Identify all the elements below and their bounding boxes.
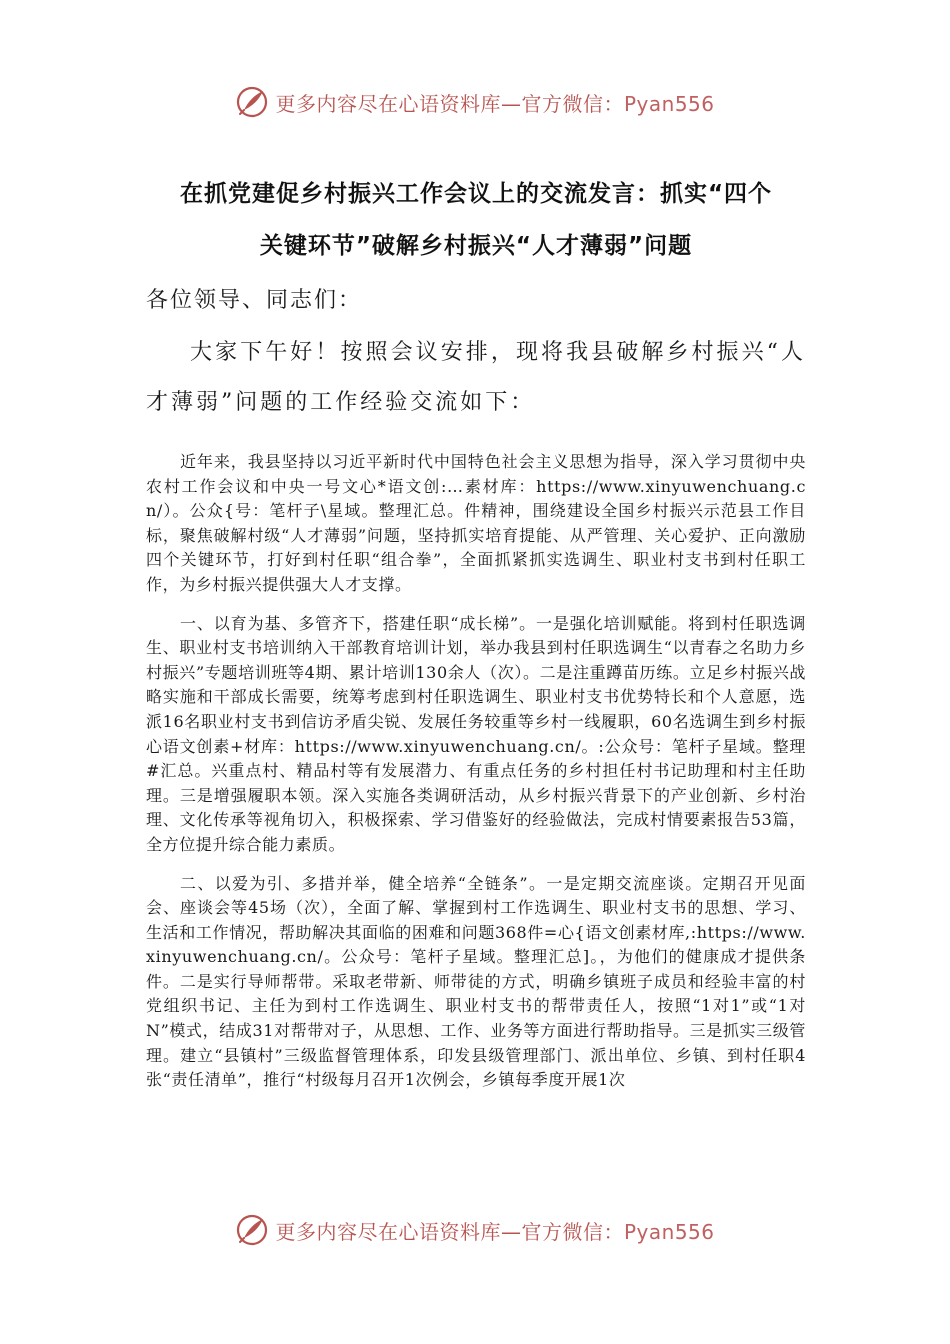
footer-watermark-text: 更多内容尽在心语资料库—官方微信：Pyan556 [275, 1219, 715, 1244]
quill-logo-icon [235, 85, 269, 119]
footer-watermark-banner [0, 1210, 950, 1250]
header-watermark-text: 更多内容尽在心语资料库—官方微信：Pyan556 [275, 91, 715, 116]
salutation: 各位领导、同志们： [146, 288, 363, 313]
body-paragraph-section-2: 二、以爱为引、多措并举，健全培养“全链条”。一是定期交流座谈。定期召开见面会、座谈会等45场（次），全面了解、掌握到村工作选调生、职业村支书的思想、学习、生活和工作情况，帮助解决其面临的困难和问题368件=心{语文创素材库,:https://www.xinyuwenchuang.cn/。公众号：笔杆子星域。整理汇总]。，为他们的健康成才提供条件。二是实行导师帮带。采取老带新、师带徒的方式，明确乡镇班子成员和经验丰富的村党组织书记、主任为到村工作选调生、职业村支书的帮带责任人，按照“1对1”或“1对N”模式，结成31对帮带对子，从思想、工作、业务等方面进行帮助指导。三是抓实三级管理。建立“县镇村”三级监督管理体系，印发县级管理部门、派出单位、乡镇、到村任职4张“责任清单”，推行“村级每月召开1次例会，乡镇每季度开展1次 [146, 873, 806, 1090]
header-watermark-handle: Pyan556 [623, 91, 715, 116]
greeting-paragraph: 大家下午好！按照会议安排，现将我县破解乡村振兴“人才薄弱”问题的工作经验交流如下： [146, 340, 806, 415]
header-watermark-banner [0, 82, 950, 122]
document-title [146, 168, 806, 272]
title-line-2: 关键环节”破解乡村振兴“人才薄弱”问题 [259, 233, 693, 259]
quill-logo-icon [235, 1213, 269, 1247]
body-paragraph-intro: 近年来，我县坚持以习近平新时代中国特色社会主义思想为指导，深入学习贯彻中央农村工作会议和中央一号文心*语文创:…素材库：https://www.xinyuwenchuang.cn/）。公众{号：笔杆子\星域。整理汇总。件精神，围绕建设全国乡村振兴示范县工作目标，聚焦破解村级“人才薄弱”问题，坚持抓实培育提能、从严管理、关心爱护、正向激励四个关键环节，打好到村任职“组合拳”，全面抓紧抓实选调生、职业村支书到村任职工作，为乡村振兴提供强大人才支撑。 [146, 452, 806, 594]
document-body [146, 168, 806, 1093]
footer-watermark-handle: Pyan556 [623, 1219, 715, 1244]
body-paragraph-section-1: 一、以育为基、多管齐下，搭建任职“成长梯”。一是强化培训赋能。将到村任职选调生、职业村支书培训纳入干部教育培训计划，举办我县到村任职选调生“以青春之名助力乡村振兴”专题培训班等4期、累计培训130余人（次）。二是注重蹲苗历练。立足乡村振兴战略实施和干部成长需要，统筹考虑到村任职选调生、职业村支书优势特长和个人意愿，选派16名职业村支书到信访矛盾尖锐、发展任务较重等乡村一线履职，60名选调生到乡村振心语文创素+材库：https://www.xinyuwenchuang.cn/。:公众号：笔杆子星域。整理#汇总。兴重点村、精品村等有发展潜力、有重点任务的乡村担任村书记助理和村主任助理。三是增强履职本领。深入实施各类调研活动，从乡村振兴背景下的产业创新、乡村治理、文化传承等视角切入，积极探索、学习借鉴好的经验做法，完成村情要素报告53篇，全方位提升综合能力素质。 [146, 613, 806, 854]
title-line-1: 在抓党建促乡村振兴工作会议上的交流发言：抓实“四个 [179, 181, 773, 207]
